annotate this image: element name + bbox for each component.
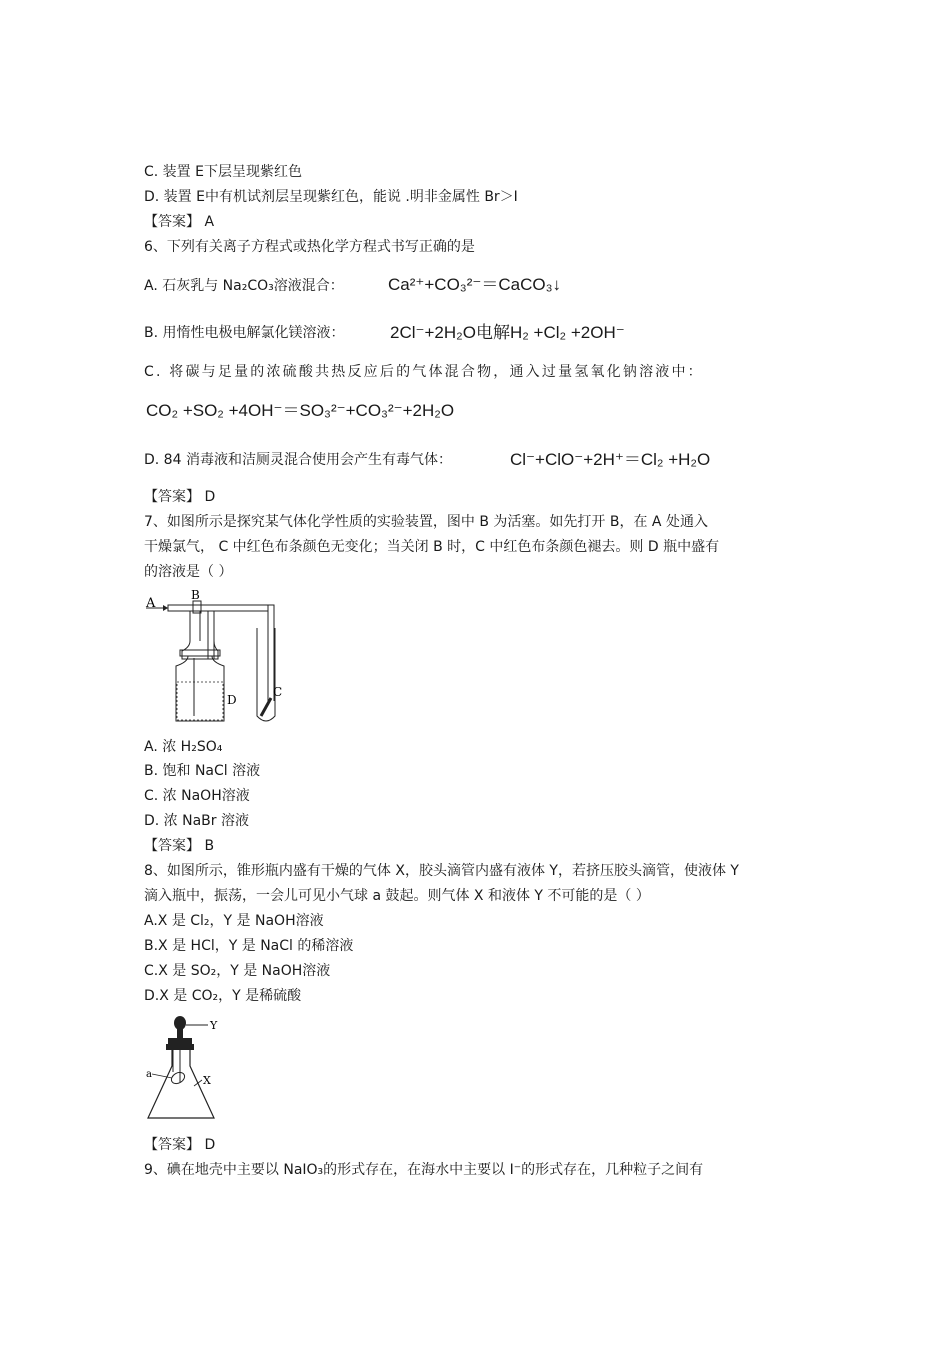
q7-option-b: B. 饱和 NaCl 溶液 (144, 763, 261, 779)
q6-option-d-text: D. 84 消毒液和洁厕灵混合使用会产生有毒气体： (144, 452, 452, 468)
q6-option-b-text: B. 用惰性电极电解氯化镁溶液： (144, 325, 345, 341)
q8-answer: 【答案】 D (144, 1137, 216, 1153)
q7-option-d: D. 浓 NaBr 溶液 (144, 813, 249, 829)
q6-option-c-equation: CO₂ +SO₂ +4OH⁻＝SO₃²⁻+CO₃²⁻+2H₂O (146, 401, 455, 420)
q9-stem-line-1: 9、碘在地壳中主要以 NaIO₃的形式存在，在海水中主要以 I⁻的形式存在，几种粒子之间有 (144, 1162, 704, 1178)
q8-option-b: B.X 是 HCl，Y 是 NaCl 的稀溶液 (144, 938, 354, 954)
q6-option-a-equation: Ca²⁺+CO₃²⁻＝CaCO₃↓ (388, 275, 562, 294)
q8-label-y: Y (210, 1019, 218, 1032)
q7-label-a: A (146, 596, 156, 611)
q6-option-a-text: A. 石灰乳与 Na₂CO₃溶液混合： (144, 278, 344, 294)
q6-stem: 6、下列有关离子方程式或热化学方程式书写正确的是 (144, 239, 475, 255)
q5-option-c: C. 装置 E下层呈现紫红色 (144, 164, 302, 180)
q7-answer: 【答案】 B (144, 838, 215, 854)
q6-answer: 【答案】 D (144, 489, 216, 505)
q7-label-c: C (273, 685, 283, 699)
q7-option-c: C. 浓 NaOH溶液 (144, 788, 250, 804)
q8-label-x: X (203, 1074, 211, 1087)
q8-stem-line-1: 8、如图所示，锥形瓶内盛有干燥的气体 X，胶头滴管内盛有液体 Y，若挤压胶头滴管，使液体 Y (144, 863, 739, 879)
q8-flask-figure (144, 1014, 234, 1124)
q7-option-a: A. 浓 H₂SO₄ (144, 739, 223, 755)
q7-stem-line-3: 的溶液是（ ） (144, 564, 233, 580)
q8-label-a: a (146, 1069, 152, 1080)
q5-option-d: D. 装置 E中有机试剂层呈现紫红色，能说 .明非金属性 Br＞I (144, 189, 518, 205)
q7-label-b: B (191, 588, 200, 602)
q5-answer: 【答案】 A (144, 214, 215, 230)
q7-label-d: D (227, 693, 237, 707)
q7-stem-line-1: 7、如图所示是探究某气体化学性质的实验装置，图中 B 为活塞。如先打开 B，在 A 处通入 (144, 514, 708, 530)
q7-apparatus-figure (144, 588, 294, 728)
q6-option-c-text: C. 将碳与足量的浓硫酸共热反应后的气体混合物，通入过量氢氧化钠溶液中： (144, 364, 704, 380)
q8-stem-line-2: 滴入瓶中，振荡，一会儿可见小气球 a 鼓起。则气体 X 和液体 Y 不可能的是（ ） (144, 888, 650, 904)
q6-option-b-equation: 2Cl⁻+2H₂O电解H₂ +Cl₂ +2OH⁻ (390, 323, 625, 342)
q8-option-a: A.X 是 Cl₂，Y 是 NaOH溶液 (144, 913, 324, 929)
q7-stem-line-2: 干燥氯气， C 中红色布条颜色无变化；当关闭 B 时，C 中红色布条颜色褪去。则 D 瓶中盛有 (144, 539, 720, 555)
q6-option-d-equation: Cl⁻+ClO⁻+2H⁺＝Cl₂ +H₂O (510, 450, 711, 469)
q8-option-d: D.X 是 CO₂，Y 是稀硫酸 (144, 988, 302, 1004)
q8-option-c: C.X 是 SO₂，Y 是 NaOH溶液 (144, 963, 331, 979)
